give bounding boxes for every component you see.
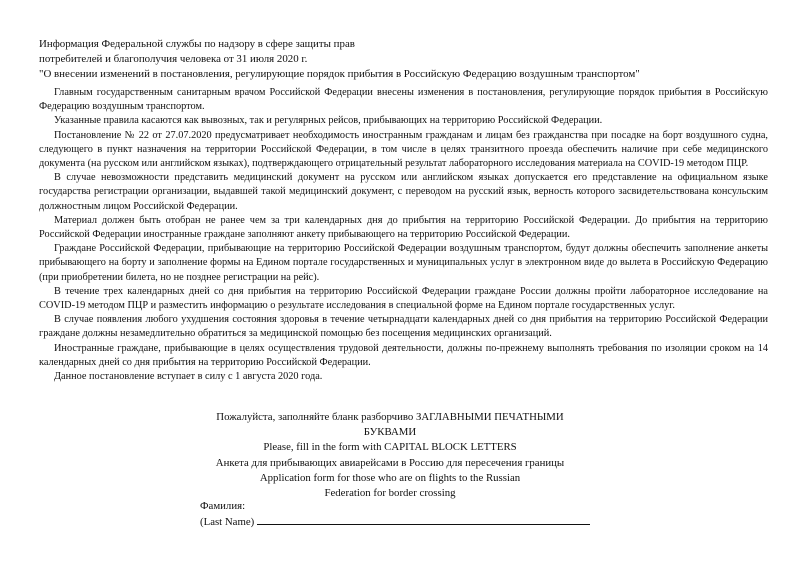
paragraph: Граждане Российской Федерации, прибывающие на территорию Российской Федерации воздушным транспортом, будут должны обеспечить заполнение анкеты прибывающего на борту и заполнение формы на Едином портале государственных и муниципальных услуг в электронном виде до вылета в Российскую Федерацию (при приобретении билета, но не позднее регистрации на рейс). — [39, 243, 768, 283]
paragraph: Постановление № 22 от 27.07.2020 предусматривает необходимость иностранным гражданам и лицам без гражданства при посадке на борт воздушного судна, следующего в пункт назначения на территории Российской Федерации, в том числе в целях транзитного проезда обеспечить наличие при себе медицинского документа (на русском или английском языках), подтверждающего отрицательный результат лабораторного исследования материала на COVID-19 методом ПЦР. — [39, 129, 768, 170]
form-instruction-en: Please, fill in the form with CAPITAL BLOCK LETTERS — [263, 441, 517, 454]
header-line-1: Информация Федеральной службы по надзору в сфере защиты прав — [39, 38, 355, 50]
header-line-3: "О внесении изменений в постановления, регулирующие порядок прибытия в Российскую Федерацию воздушным транспортом" — [39, 68, 640, 80]
paragraph: Главным государственным санитарным врачом Российской Федерации внесены изменения в постановления, регулирующие порядок прибытия в Российскую Федерацию воздушным транспортом. — [39, 87, 768, 113]
document-body — [39, 86, 768, 384]
paragraph: В течение трех календарных дней со дня прибытия на территорию Российской Федерации граждане России должны пройти лабораторное исследование на COVID-19 методом ПЦР и разместить информацию о результате исследования в специальной форме на Едином портале государственных услуг. — [39, 285, 768, 312]
form-title-en-continued: Federation for border crossing — [324, 487, 456, 500]
paragraph: Данное постановление вступает в силу с 1 августа 2020 года. — [54, 371, 323, 383]
surname-field-row — [200, 514, 620, 530]
form-title-en: Application form for those who are on flights to the Russian — [259, 471, 521, 484]
paragraph: Материал должен быть отобран не ранее чем за три календарных дня до прибытия на территорию Российской Федерации. До прибытия на территорию Российской Федерации иностранные граждане заполняют анкету прибывающего на территорию Российской Федерации. — [39, 214, 768, 241]
paragraph: Указанные правила касаются как вывозных, так и регулярных рейсов, прибывающих на территорию Российской Федерации. — [54, 115, 603, 127]
surname-label-ru: Фамилия: — [200, 500, 246, 512]
paragraph: Иностранные граждане, прибывающие в целях осуществления трудовой деятельности, должны по-прежнему выполнять требования по изоляции сроком на 14 календарных дней со дня прибытия на территорию Российской Федерации. — [39, 342, 768, 368]
form-fields — [200, 499, 620, 530]
surname-label-en: (Last Name) — [200, 516, 255, 529]
surname-input-line[interactable] — [257, 514, 590, 525]
paragraph: В случае появления любого ухудшения состояния здоровья в течение четырнадцати календарных дней со дня прибытия на территорию Российской Федерации граждане должны незамедлительно обратиться за медицинской помощью без посещения медицинских организаций. — [39, 314, 768, 340]
header-line-2: потребителей и благополучия человека от 31 июля 2020 г. — [39, 53, 308, 65]
form-title-ru: Анкета для прибывающих авиарейсами в Россию для пересечения границы — [215, 456, 565, 469]
paragraph: В случае невозможности представить медицинский документ на русском или английском языках допускается его представление на официальном языке государства регистрации организации, выдавшей такой медицинский документ, с переводом на русский язык, верность которого засвидетельствована консульским должностным лицом Российской Федерации. — [39, 172, 768, 212]
form-heading — [180, 410, 600, 501]
form-instruction-ru: Пожалуйста, заполняйте бланк разборчиво ЗАГЛАВНЫМИ ПЕЧАТНЫМИ — [216, 411, 564, 423]
form-instruction-ru-continued: БУКВАМИ — [363, 426, 417, 439]
document-header — [39, 37, 769, 82]
